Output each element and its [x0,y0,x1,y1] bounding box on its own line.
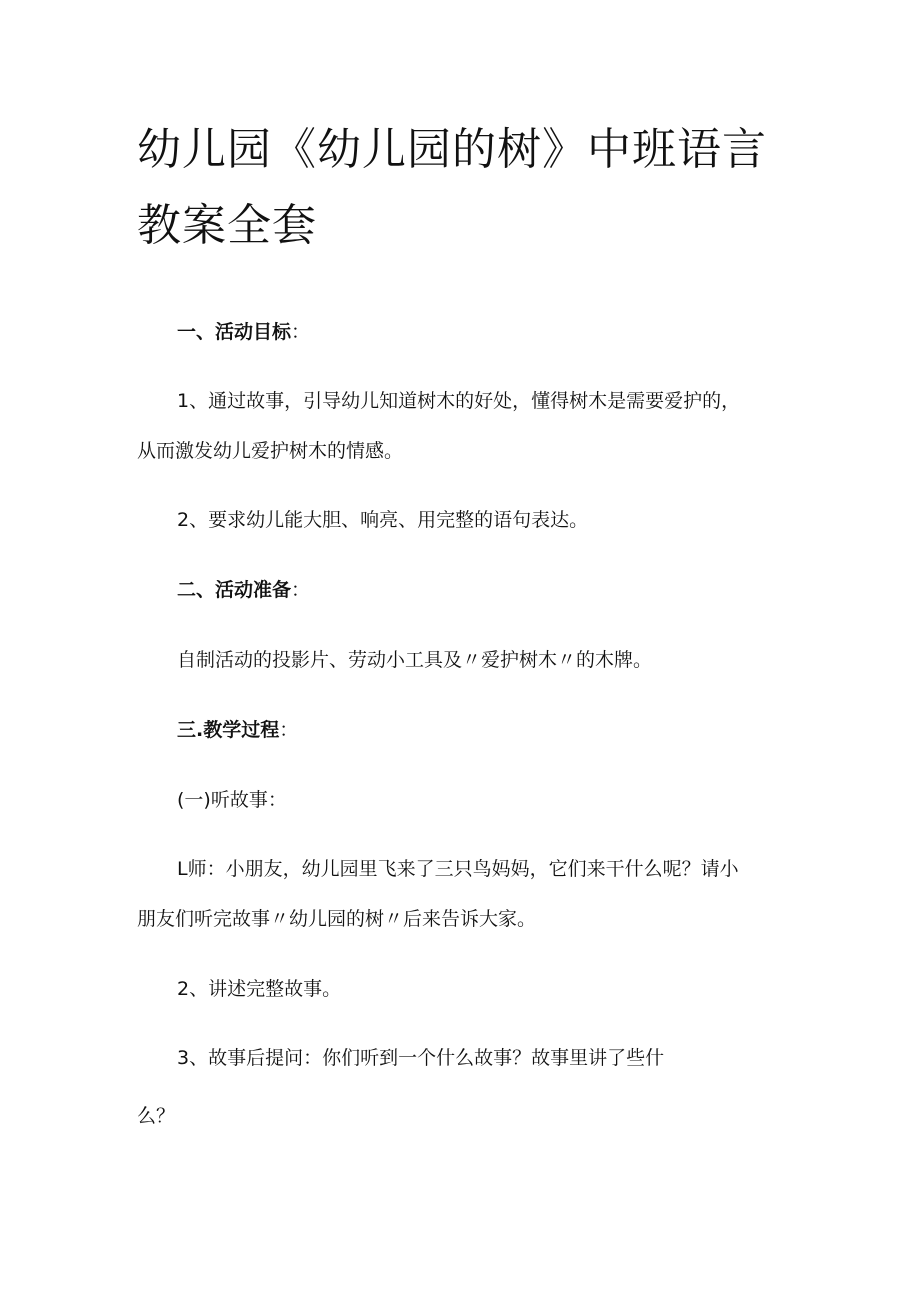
process-item-3-line-1: 3、故事后提问：你们听到一个什么故事？故事里讲了些什 [177,1047,665,1069]
document-title: 幼儿园《幼儿园的树》中班语言教案全套 [137,124,767,251]
process-item-1-line-1: L师：小朋友，幼儿园里飞来了三只鸟妈妈，它们来干什么呢？请小 [177,858,739,880]
process-item-3-line-2: 么？ [137,1105,176,1127]
process-subheading: (一)听故事： [177,789,287,811]
goal-item-1-line-1: 1、通过故事，引导幼儿知道树木的好处，懂得树木是需要爱护的， [177,390,741,412]
process-item-1-line-2: 朋友们听完故事〃幼儿园的树〃后来告诉大家。 [137,908,537,930]
prep-text: 自制活动的投影片、劳动小工具及〃爱护树木〃的木牌。 [177,649,653,671]
process-item-2: 2、讲述完整故事。 [177,978,342,1000]
goal-item-2: 2、要求幼儿能大胆、响亮、用完整的语句表达。 [177,509,589,531]
section-heading-process: 三.教学过程： [177,719,299,741]
section-heading-goals: 一、活动目标： [177,321,311,343]
section-heading-prep: 二、活动准备： [177,579,311,601]
goal-item-1-line-2: 从而激发幼儿爱护树木的情感。 [137,440,404,462]
